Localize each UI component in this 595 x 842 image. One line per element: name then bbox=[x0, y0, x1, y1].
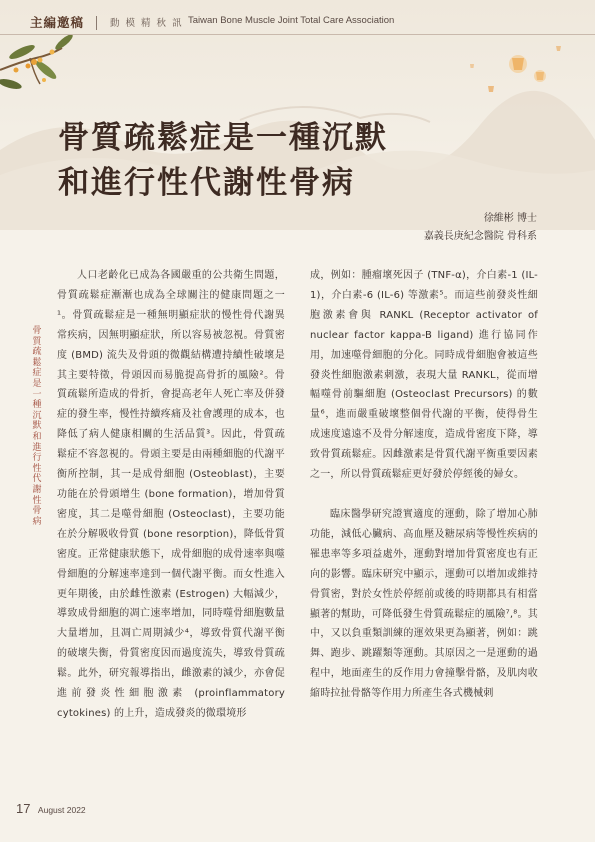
section-label: 主編邀稿 bbox=[30, 15, 85, 30]
page-header bbox=[0, 10, 595, 36]
header-divider bbox=[96, 16, 97, 30]
article-column-left bbox=[57, 266, 285, 724]
article-paragraph-continued: 成，例如：腫瘤壞死因子 (TNF-α)，介白素-1 (IL-1)，介白素-6 (IL-6) 等激素⁵。而這些前發炎性細胞激素會與 RANKL (Receptor activator of nuclear factor kappa-B ligand) 進行協同作用，加速噬骨細胞的分化。同時成骨細胞會被這些發炎性細胞激素刺激，表現大量 RANKL，從而增幅噬骨前驅細胞 (Osteoclast Precursors) 的數量⁶，進而嚴重破壞整個骨代謝的平衡，使得骨生成速度遠遠不及骨分解速度，造成骨密度下降，導致骨質疏鬆症。因雌激素是骨質代謝平衡重要因素之一，所以骨質疏鬆症更好發於停經後的婦女。 bbox=[310, 270, 538, 481]
article-paragraph: 臨床醫學研究證實適度的運動，除了增加心肺功能，減低心臟病、高血壓及糖尿病等慢性疾病的罹患率等多項益處外，運動對增加骨質密度也有正向的影響。臨床研究中顯示，運動可以增加或維持骨質密，對於女性於停經前或後的時期都具有相當顯著的幫助，可降低發生骨質疏鬆症的風險⁷,⁸。其中，又以負重類訓練的運效果更為顯著，例如：跳舞、跑步、跳躍類等運動。其原因之一是運動的過程中，地面產生的反作用力會撞擊骨骼，及肌肉收縮時拉扯骨骼等作用力所產生各式機械刺 bbox=[310, 508, 538, 700]
association-name-en: Taiwan Bone Muscle Joint Total Care Association bbox=[188, 15, 395, 26]
article-title-line-1: 骨質疏鬆症是一種沉默 bbox=[58, 120, 388, 156]
side-caption-vertical bbox=[30, 326, 44, 527]
publication-name-cn: 動 模 精 秋 訊 bbox=[110, 18, 184, 29]
issue-date: August 2022 bbox=[37, 805, 86, 815]
header-rule bbox=[0, 34, 595, 35]
article-column-right bbox=[310, 266, 538, 704]
side-caption-text: 骨質疏鬆症是一種沉默和進行性代謝性骨病 bbox=[32, 326, 42, 527]
page-number: 17 bbox=[16, 801, 31, 816]
article-title bbox=[58, 116, 388, 206]
page-footer bbox=[16, 800, 86, 818]
article-paragraph: 人口老齡化已成為各國嚴重的公共衛生問題，骨質疏鬆症漸漸也成為全球關注的健康問題之一¹。骨質疏鬆症是一種無明顯症狀的慢性骨代謝異常疾病，因無明顯症狀，所以容易被忽視。骨質密度 (BMD) 流失及骨頭的微觀結構遭持續性破壞是其主要特徵，骨頭因而易脆提高骨折的風險²。骨質疏鬆所造成的骨折，會提高老年人死亡率及併發症的發生率，慢性持續疼痛及社會護理的成本，也降低了病人健康相關的生活品質³。因此，骨質疏鬆症不容忽視的。骨頭主要是由兩種細胞的代謝平衡所控制，其一是成骨細胞 (Osteoblast)，主要功能在於骨頭增生 (bone formation)，增加骨質密度，其二是噬骨細胞 (Osteoclast)，主要功能在於分解吸收骨質 (bone resorption)，降低骨質密度。正常健康狀態下，成骨細胞的成骨速率與噬骨細胞的分解速率達到一個代謝平衡。而女性進入更年期後，由於雌性激素 (Estrogen) 大幅減少，導致成骨細胞的凋亡速率增加，同時噬骨細胞數量大量增加，且凋亡周期減少⁴，導致骨質代謝平衡的破壞失衡，骨質密度因而過度流失，導致骨質疏鬆。此外，研究報導指出，雌激素的減少，亦會促進前發炎性細胞激素 (proinflammatory cytokines) 的上升，造成發炎的微環境形 bbox=[57, 270, 285, 719]
author-name: 徐維彬 博士 bbox=[483, 213, 537, 224]
article-title-line-2: 和進行性代謝性骨病 bbox=[58, 165, 355, 201]
author-block bbox=[424, 210, 537, 246]
author-affiliation: 嘉義長庚紀念醫院 骨科系 bbox=[423, 231, 537, 242]
